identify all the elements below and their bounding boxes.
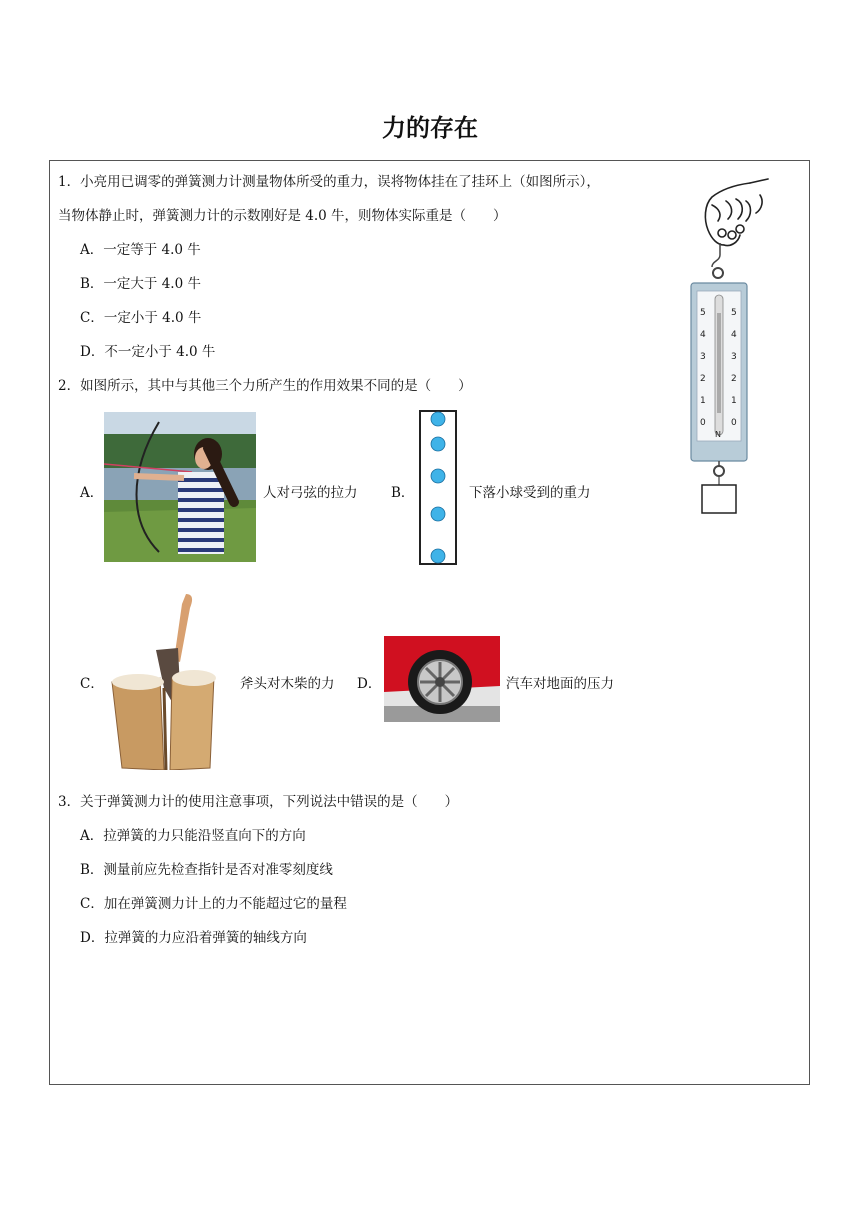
q1-option-b: B．一定大于 4.0 牛 xyxy=(80,276,201,292)
q1-option-a: A．一定等于 4.0 牛 xyxy=(80,242,201,258)
ball-icon xyxy=(431,549,445,563)
q2-option-d-text: 汽车对地面的压力 xyxy=(506,676,614,692)
ball-icon xyxy=(431,412,445,426)
q1-stem-line2: 当物体静止时，弹簧测力计的示数刚好是 4.0 牛，则物体实际重是（ ） xyxy=(58,208,507,224)
hanging-object xyxy=(702,485,736,513)
scale-unit: N xyxy=(715,430,721,439)
ball-icon xyxy=(431,437,445,451)
q1-option-c: C．一定小于 4.0 牛 xyxy=(80,310,202,326)
falling-ball-diagram xyxy=(419,410,459,566)
ball-icon xyxy=(431,507,445,521)
q3-option-d: D．拉弹簧的力应沿着弹簧的轴线方向 xyxy=(80,930,307,946)
scale-mark-right-2: 2 xyxy=(731,374,737,384)
scale-mark-left-2: 2 xyxy=(700,374,706,384)
scale-mark-left-3: 3 xyxy=(700,352,706,362)
car-wheel-photo xyxy=(384,636,500,722)
archer-photo xyxy=(104,412,256,562)
q2-stem: 2．如图所示，其中与其他三个力所产生的作用效果不同的是（ ） xyxy=(58,378,472,394)
q3-option-a: A．拉弹簧的力只能沿竖直向下的方向 xyxy=(80,828,306,844)
spring-scale-figure xyxy=(690,175,780,520)
scale-mark-right-3: 3 xyxy=(731,352,737,362)
axe-wood-photo xyxy=(110,592,220,770)
hand-icon xyxy=(705,179,768,246)
scale-mark-left-5: 5 xyxy=(700,308,706,318)
scale-mark-left-0: 0 xyxy=(700,418,706,428)
q2-option-c-letter: C． xyxy=(80,676,104,692)
q3-option-b: B．测量前应先检查指针是否对准零刻度线 xyxy=(80,862,333,878)
scale-mark-right-4: 4 xyxy=(731,330,737,340)
q2-option-c-text: 斧头对木柴的力 xyxy=(240,676,335,692)
q3-option-c: C．加在弹簧测力计上的力不能超过它的量程 xyxy=(80,896,347,912)
q2-option-a-text: 人对弓弦的拉力 xyxy=(263,485,358,501)
scale-mark-right-1: 1 xyxy=(731,396,737,406)
page-title: 力的存在 xyxy=(382,114,478,142)
q2-option-d-letter: D． xyxy=(357,676,382,692)
scale-mark-left-1: 1 xyxy=(700,396,706,406)
q3-stem: 3．关于弹簧测力计的使用注意事项，下列说法中错误的是（ ） xyxy=(58,794,459,810)
scale-mark-left-4: 4 xyxy=(700,330,706,340)
scale-mark-right-5: 5 xyxy=(731,308,737,318)
scale-mark-right-0: 0 xyxy=(731,418,737,428)
ball-icon xyxy=(431,469,445,483)
q2-option-b-text: 下落小球受到的重力 xyxy=(469,485,591,501)
q2-option-a-letter: A． xyxy=(80,485,104,501)
q1-stem-line1: 1．小亮用已调零的弹簧测力计测量物体所受的重力，误将物体挂在了挂环上（如图所示）， xyxy=(58,174,600,190)
q2-option-b-letter: B． xyxy=(391,485,415,501)
q1-option-d: D．不一定小于 4.0 牛 xyxy=(80,344,216,360)
